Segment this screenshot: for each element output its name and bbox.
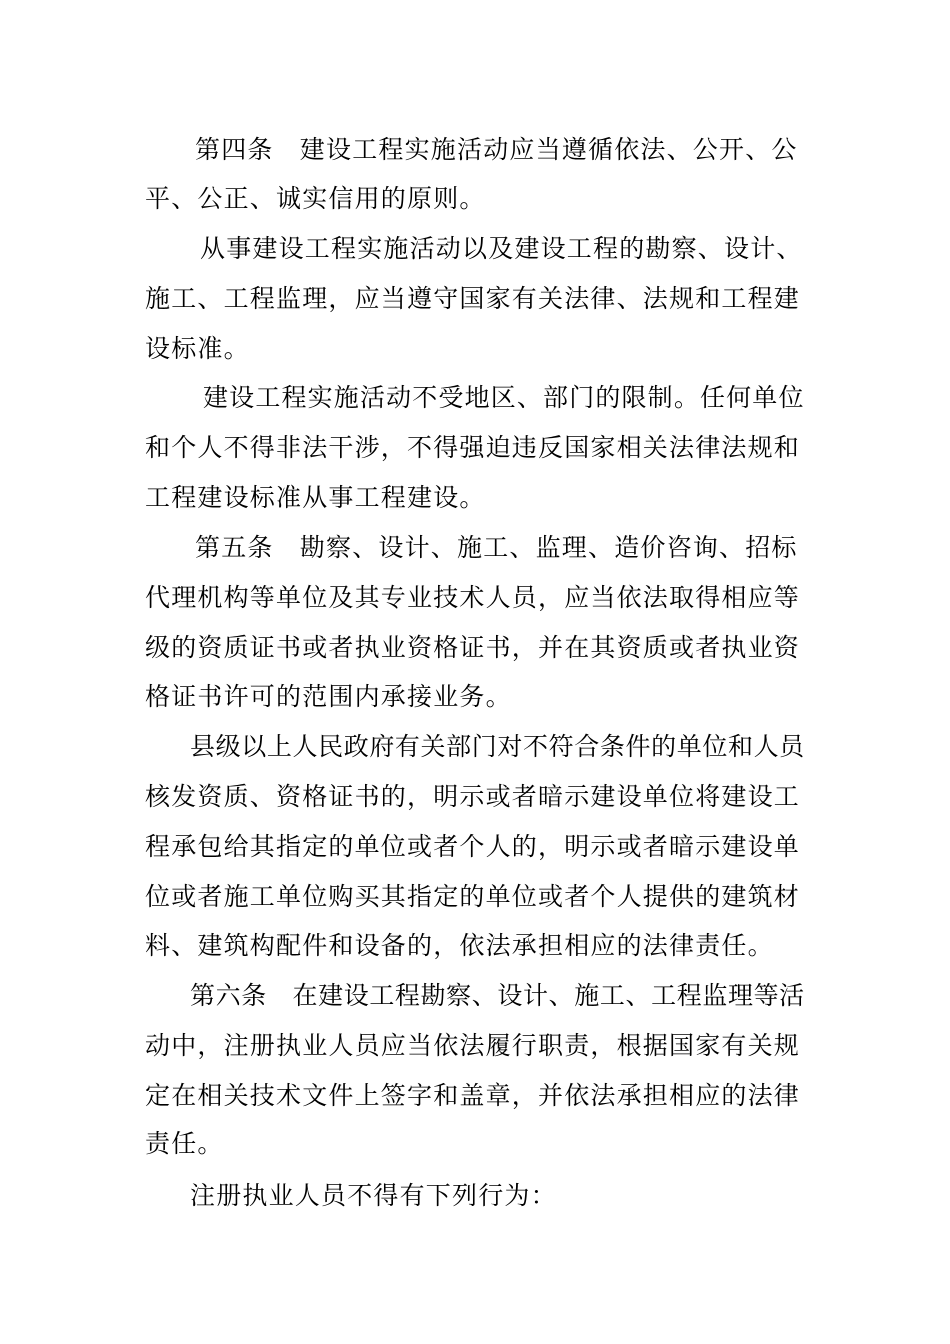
text-line: 级的资质证书或者执业资格证书，并在其资质或者执业资: [145, 633, 801, 662]
text-line: 建设工程实施活动不受地区、部门的限制。任何单位: [203, 383, 805, 412]
text-line: 县级以上人民政府有关部门对不符合条件的单位和人员: [190, 732, 805, 761]
text-line: 工程建设标准从事工程建设。: [145, 483, 486, 512]
text-line: 第四条 建设工程实施活动应当遵循依法、公开、公: [195, 135, 798, 164]
text-line: 动中，注册执业人员应当依法履行职责，根据国家有关规: [145, 1031, 801, 1060]
text-line: 注册执业人员不得有下列行为：: [190, 1181, 557, 1210]
text-line: 设标准。: [145, 334, 250, 363]
text-line: 第六条 在建设工程勘察、设计、施工、工程监理等活: [190, 981, 805, 1010]
text-line: 从事建设工程实施活动以及建设工程的勘察、设计、: [200, 234, 803, 263]
text-line: 平、公正、诚实信用的原则。: [145, 184, 486, 213]
text-line: 第五条 勘察、设计、施工、监理、造价咨询、招标: [195, 533, 798, 562]
text-line: 和个人不得非法干涉，不得强迫违反国家相关法律法规和: [145, 433, 801, 462]
text-line: 施工、工程监理，应当遵守国家有关法律、法规和工程建: [145, 284, 801, 313]
text-line: 料、建筑构配件和设备的，依法承担相应的法律责任。: [145, 931, 774, 960]
text-line: 定在相关技术文件上签字和盖章，并依法承担相应的法律: [145, 1081, 801, 1110]
text-line: 位或者施工单位购买其指定的单位或者个人提供的建筑材: [145, 882, 801, 911]
text-line: 程承包给其指定的单位或者个人的，明示或者暗示建设单: [145, 832, 801, 861]
text-line: 代理机构等单位及其专业技术人员，应当依法取得相应等: [145, 583, 801, 612]
text-line: 责任。: [145, 1129, 224, 1158]
text-line: 格证书许可的范围内承接业务。: [145, 682, 512, 711]
text-line: 核发资质、资格证书的，明示或者暗示建设单位将建设工: [145, 782, 801, 811]
